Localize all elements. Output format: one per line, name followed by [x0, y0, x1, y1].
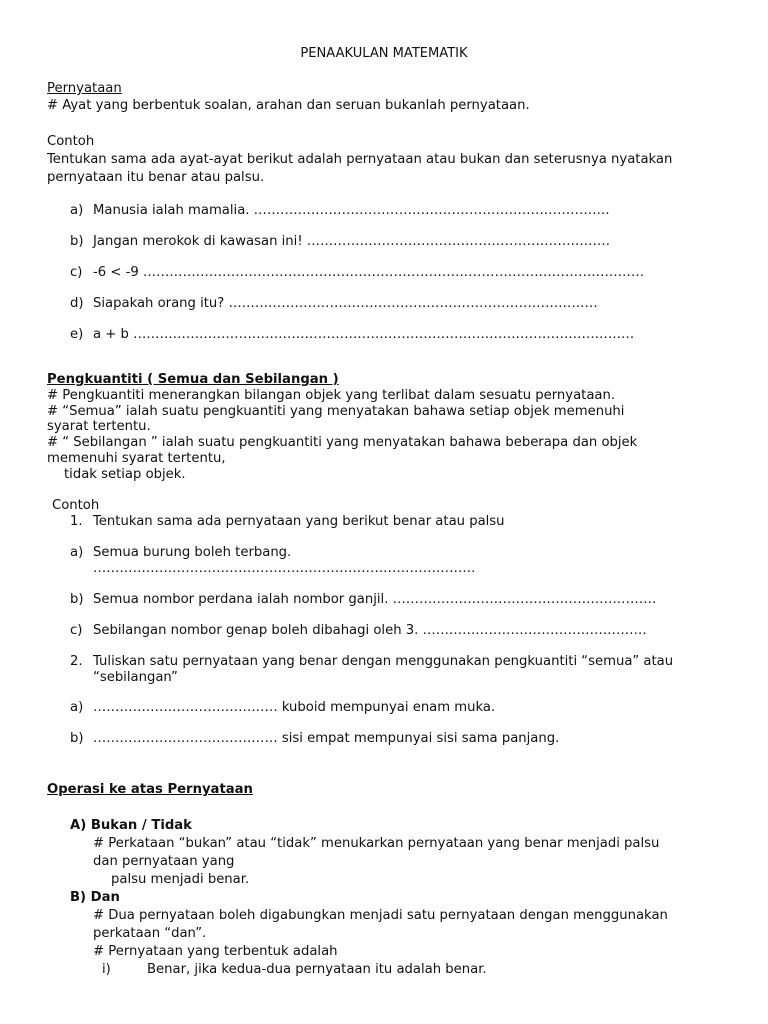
list-item-label: e) [70, 327, 84, 342]
section-note: # “ Sebilangan ” ialah suatu pengkuantiti yang menyatakan bahawa beberapa dan objek [47, 435, 638, 450]
list-item: …………………………………… sisi empat mempunyai sisi sama panjang. [93, 731, 560, 746]
section-heading-operasi: Operasi ke atas Pernyataan [47, 782, 253, 797]
list-item: Benar, jika kedua-dua pernyataan itu adalah benar. [147, 962, 487, 977]
instruction-text: pernyataan itu benar atau palsu. [47, 170, 265, 185]
list-item-label: d) [70, 296, 84, 311]
page-title: PENAAKULAN MATEMATIK [300, 46, 468, 61]
list-item-label: i) [102, 962, 111, 977]
list-item: Sebilangan nombor genap boleh dibahagi oleh 3. …………………………………………… [93, 623, 647, 638]
question-text: Tuliskan satu pernyataan yang benar dengan menggunakan pengkuantiti “semua” atau [93, 654, 674, 669]
list-item-label: a) [70, 700, 84, 715]
subsection-heading: B) Dan [70, 890, 120, 905]
section-note: # Pernyataan yang terbentuk adalah [93, 944, 338, 959]
list-item-label: b) [70, 592, 84, 607]
list-item-label: c) [70, 265, 83, 280]
list-item: Manusia ialah mamalia. ……………………………………………………………………… [93, 203, 610, 218]
list-item: Semua nombor perdana ialah nombor ganjil. …………………………………………………… [93, 592, 657, 607]
list-item-label: c) [70, 623, 83, 638]
list-item-label: a) [70, 545, 84, 560]
example-label: Contoh [52, 498, 100, 513]
example-label: Contoh [47, 134, 95, 149]
list-item-label: b) [70, 731, 84, 746]
list-item: a + b …………………………………………………………………………………………………… [93, 327, 635, 342]
section-note: # “Semua” ialah suatu pengkuantiti yang menyatakan bahawa setiap objek memenuhi [47, 404, 625, 419]
section-note: perkataan “dan”. [93, 926, 207, 941]
section-note: # Pengkuantiti menerangkan bilangan objek yang terlibat dalam sesuatu pernyataan. [47, 388, 616, 403]
subsection-heading: A) Bukan / Tidak [70, 818, 192, 833]
list-item: Jangan merokok di kawasan ini! …………………………………………………………… [93, 234, 611, 249]
list-item-label: b) [70, 234, 84, 249]
question-number: 1. [70, 514, 83, 529]
question-text: “sebilangan” [93, 670, 178, 685]
section-note: dan pernyataan yang [93, 854, 235, 869]
list-item: Semua burung boleh terbang. [93, 545, 292, 560]
section-note: syarat tertentu. [47, 419, 151, 434]
list-item-label: a) [70, 203, 84, 218]
question-text: Tentukan sama ada pernyataan yang berikut benar atau palsu [93, 514, 505, 529]
list-item: …………………………………… kuboid mempunyai enam muka. [93, 700, 496, 715]
section-note: memenuhi syarat tertentu, [47, 451, 226, 466]
list-item: Siapakah orang itu? ………………………………………………………………………… [93, 296, 598, 311]
section-heading-pernyataan: Pernyataan [47, 81, 122, 96]
answer-dots: …………………………………………………………………………… [93, 561, 476, 576]
instruction-text: Tentukan sama ada ayat-ayat berikut adalah pernyataan atau bukan dan seterusnya nyatakan [47, 152, 673, 167]
section-note: palsu menjadi benar. [111, 872, 250, 887]
list-item: -6 < -9 …………………………………………………………………………………………………… [93, 265, 645, 280]
section-note: # Perkataan “bukan” atau “tidak” menukarkan pernyataan yang benar menjadi palsu [93, 836, 660, 851]
question-number: 2. [70, 654, 83, 669]
section-note: # Dua pernyataan boleh digabungkan menjadi satu pernyataan dengan menggunakan [93, 908, 668, 923]
section-note: tidak setiap objek. [64, 467, 186, 482]
section-heading-pengkuantiti: Pengkuantiti ( Semua dan Sebilangan ) [47, 372, 339, 387]
section-note: # Ayat yang berbentuk soalan, arahan dan seruan bukanlah pernyataan. [47, 98, 530, 113]
